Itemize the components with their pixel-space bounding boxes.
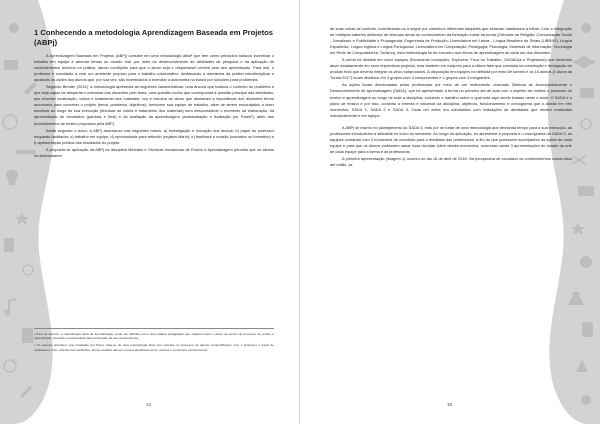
clipboard-icon [22,328,33,343]
notebook-icon [582,322,593,337]
chapter-title: 1 Conhecendo a metodologia Aprendizagem Baseada em Projetos (ABPj) [34,28,273,47]
palette-icon [580,256,592,268]
paragraph: A turma foi dividida em cinco equipes (Escavando Inovações, Explorers, Foca no Trabalho, OuSADAs e Projetando) que deveriam atuar isoladamente em seus respectivos projetos, mas também em conjunto para a última fase que consistia na construção e divulgação do produto final que deveria integrar os cinco subprodutos. A disposição em equipes foi definida por meio de sorteio e os 18 alunos (1 aluna da Turma 2017) foram divididos em 3 grupos com 4 componentes e 2 grupos com 3 integrantes. [330,57,572,81]
calculator-icon [4,238,14,252]
toe-shape-icon [9,23,19,33]
right-page-content [330,0,572,168]
book-icon [4,60,18,70]
paragraph: Segundo Bender (2014), a metodologia apresenta as seguintes características: uma âncora que traduza o contexto do problema e que seja capaz de despertar o interesse dos discentes pelo tema; uma questão motriz que corresponda à questão principal das atividades, que envolve localização, coleta e tratamento dos materiais; voz e escolha do aluno que destacam a importância dos discentes terem autonomia para conceber o projeto (tema, problema, objetivos), formarem sua equipe de trabalho, além de serem encorajados a fazer escolhas ao longo de sua execução (técnicas de coleta e tratamento dos materiais) sem desconsiderar o momento da elaboração, da apresentação de resultados (parciais e final) e da avaliação da aprendizagem (autoavaliação e Avaliação por Pares²); além dos procedimentos de ensino propostos pela ABPj. [34,84,274,126]
apple-icon [581,395,591,405]
paragraph: Ainda segundo o autor, a ABPj assenta-se nas seguintes bases: a) investigação e inovação dos alunos; b) papel do professor enquanto facilitador; c) trabalho em equipe; d) oportunidade para reflexão (registro diário); e) feedback e revisão (somativo ou formativo) e f) apresentação pública dos resultados do projeto. [34,127,274,145]
paragraph: As ações foram direcionadas pelas professoras por meio de um Instrumento chamado Sistema de Acompanhamento e Desenvolvimento de Aprendizagem (SADA), que foi apresentado à turma no primeiro dia de aula com o objetivo de nortear o processo de ensino e aprendizagem ao longo de toda a disciplina, incluindo o trabalho sobre o qual está aqui sendo tratado neste e-book. O SADA é o plano de ensino e por isso, continha a ementa e natureza da disciplina, objetivos, funcionamento e cronograma que o dividia em três momentos: SADA 1, SADA 2 e SADA 3. Cada um deles era subdividido com indicações de atividades que seriam realizadas individualmente e em equipe. [330,82,572,118]
footnote-1: ¹ Para os autores, a metodologia ativa de aprendizagem pode ser definida como uma prática pedagógica que objetiva trazer o aluno ao centro do processo de ensino e aprendizado, tornando-o responsável pela construção do seu conhecimento. [34,332,274,341]
footnotes [34,328,274,355]
book-icon [580,88,594,98]
ruler-icon [16,150,36,154]
paragraph: A Aprendizagem Baseada em Projetos (ABPj) consiste em uma metodologia ativa¹ que tem como princípios básicos incentivar o trabalho em equipe e abordar temas do mundo real, por meio do desenvolvimento de atividades de pesquisa e da aplicação de conhecimentos teóricos na prática, dando condições para que o aluno seja o responsável central pelo seu aprendizado. Para isto, o professor é convidado a criar um ambiente propício para o trabalho colaborativo, destacando a relevância da prática interdisciplinar e apoiando as ações dos alunos que, por sua vez, são incentivados a exercitar a autonomia na busca por soluções para problemas. [34,53,274,83]
page-number-left: 14 [146,402,152,407]
left-page-content [34,0,274,159]
page-number-right: 15 [447,402,453,407]
paragraph: A primeira apresentação (imagem 1) ocorreu no dia 16 de abril de 2018. Na perspectiva de socializar os conhecimentos construídos até então, as [330,155,572,167]
paragraph: de suas zonas de conforto, incentivando-os a seguir por caminhos diferentes daqueles que estavam habituados a trilhar. Com a integração de múltiplos saberes advindos de diversas áreas do conhecimento da formação inicial da turma (Ciências da Religião; Comunicação Social - Jornalismo e Publicidade e Propaganda; Engenharia de Produção; Licenciatura em Letras - Língua Brasileira de Sinais (LIBRAS), Língua Espanhola, Língua Inglesa e Língua Portuguesa; Licenciatura em Computação; Pedagogia; Psicologia; Sistemas de Informação; Tecnologia em Rede de Computadores; Turismo), esta metodologia foi de encontro aos ritmos de aprendizagem de cada um dos discentes. [330,26,572,56]
footnote-2: ² Os autores entendem que Avaliação por Pares trata-se de uma metodologia ativa que consiste no processo de alunos compartilharem com o professor o papel de avaliadores. Com critérios bem definidos, alunos avaliam alunos e juntos identificam erros, acertos e constroem conhecimento [34,343,274,352]
right-page [300,0,600,424]
paragraph: A proposta de aplicação da ABPj na disciplina Métodos e Técnicas Inovadoras de Ensino e Aprendizagem permitiu que os alunos se deslocassem [34,146,274,158]
paragraph: A ABPj se inseriu no planejamento do SADA 3, mas por se tratar de uma metodologia que demanda tempo para a sua execução, as professoras introduziram a atividade no início do semestre. Ao longo da aplicação, eu apresentei a proposta e o cronograma do SADA 3, as equipes contaram com 3 momentos de curadoria para o feedback das professoras, a fim de que pudessem acompanhar as ações de cada equipe e para que os alunos pudessem sanar suas dúvidas. Além destes momentos, ocorreram ainda 3 apresentações do estado da arte de cada equipe para a turma e as professoras. [330,124,572,154]
computer-icon [578,186,594,196]
toe-shape-icon [581,23,591,33]
